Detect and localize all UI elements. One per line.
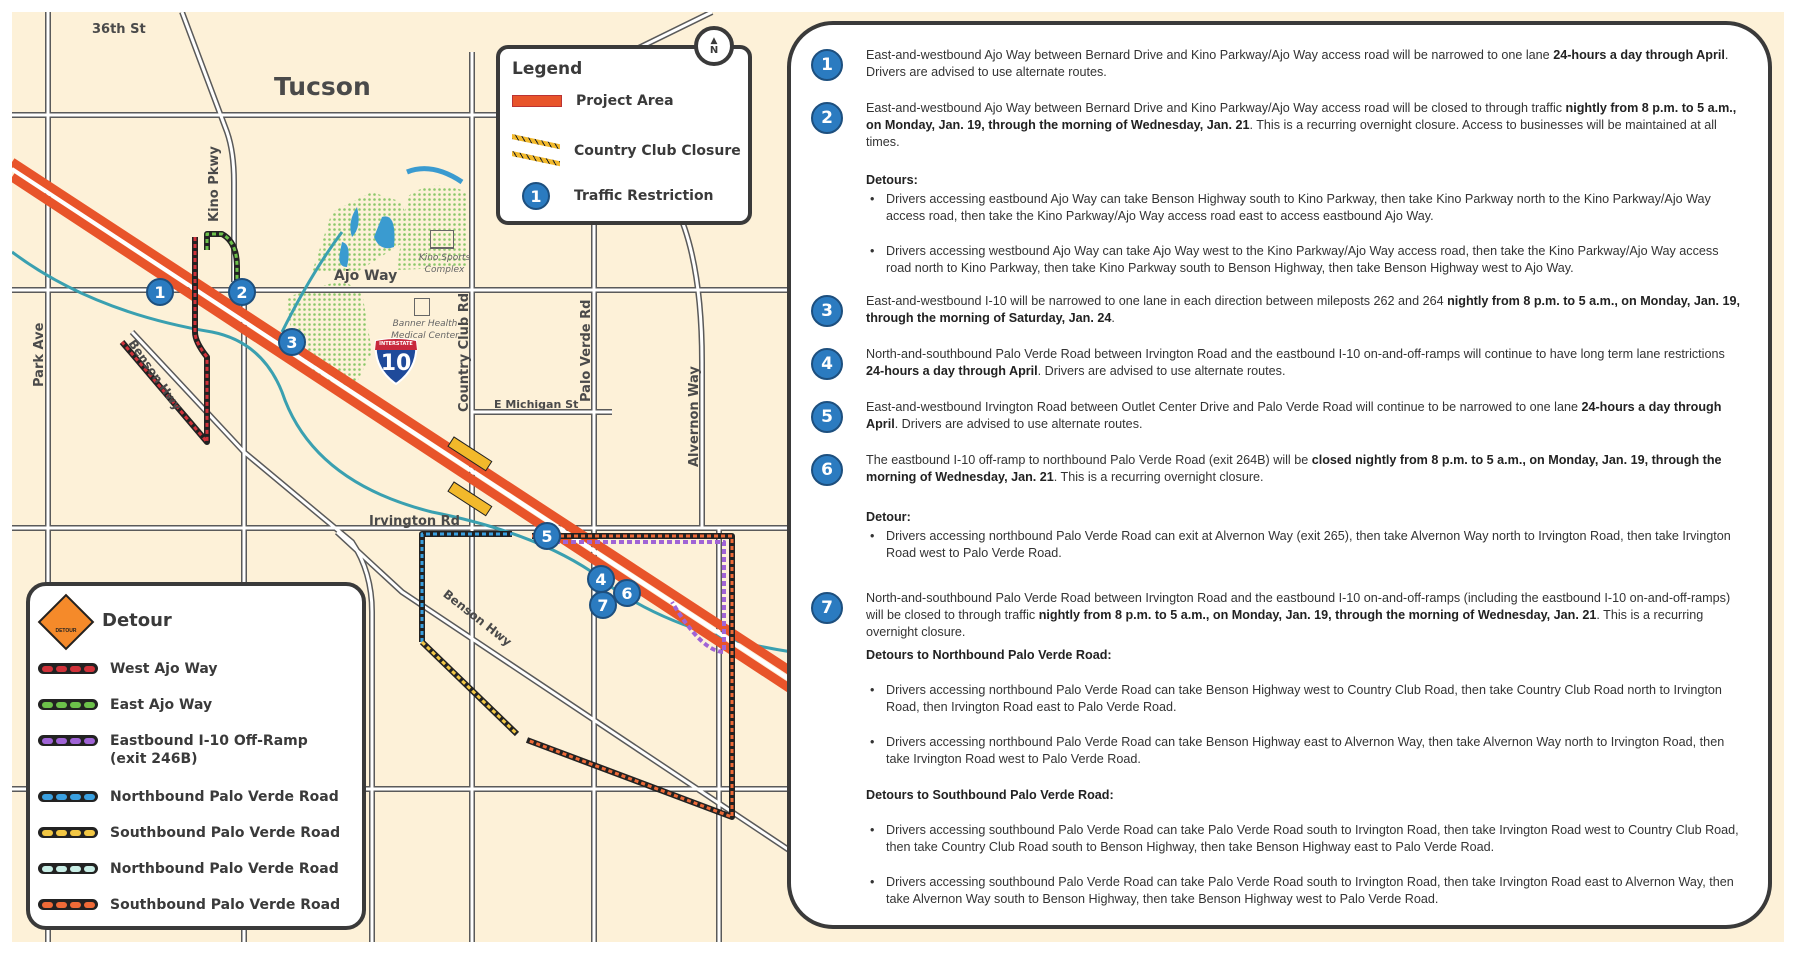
detour-line-swatch	[38, 735, 98, 746]
street-label-palo-verde: Palo Verde Rd	[579, 299, 594, 402]
street-label-benson-1: Benson Hwy	[125, 337, 185, 413]
restriction-marker-2[interactable]: 2	[228, 278, 256, 306]
shield-number: 10	[380, 351, 412, 376]
restriction-text: East-and-westbound Ajo Way between Bernard Drive and Kino Parkway/Ajo Way access road will be closed to through traffic nightly from 8 p.m. to 5 a.m., on Monday, Jan. 19, through the morning of Wednesday, Jan. 21. This is a recurring overnight closure. Access to businesses will be maintained at all times.	[866, 101, 1737, 149]
detour-legend-item	[38, 660, 218, 678]
restriction-text: East-and-westbound Ajo Way between Bernard Drive and Kino Parkway/Ajo Way access road will be narrowed to one lane 24-hours a day through April. Drivers are advised to use alternate routes.	[866, 48, 1729, 79]
hospital-icon	[414, 298, 430, 316]
restriction-text: East-and-westbound Irvington Road between Outlet Center Drive and Palo Verde Road will continue to be narrowed to one lane 24-hours a day through April. Drivers are advised to use alternate routes.	[866, 400, 1722, 431]
detour-bullet: • Drivers accessing southbound Palo Verde Road can take Palo Verde Road south to Irvington Road, then take Irvington Road east to Alvernon Way, then take Alvernon Way south to Benson Highway, then take Benson Highway west to Palo Verde Road.	[866, 874, 1746, 908]
restriction-emphasis: nightly from 8 p.m. to 5 a.m., on Monday, Jan. 19, through the morning of Wednesday, Jan. 21	[866, 101, 1737, 132]
restriction-item-4	[811, 346, 1746, 380]
detour-sign-text: DETOUR	[55, 628, 77, 634]
restriction-marker-5[interactable]: 5	[533, 522, 561, 550]
detour-legend-label: East Ajo Way	[110, 697, 213, 713]
street-label-ajo: Ajo Way	[334, 268, 398, 284]
detour-line-swatch	[38, 791, 98, 802]
street-label-kino: Kino Pkwy	[207, 146, 222, 222]
street-label-benson-2: Benson Hwy	[440, 587, 515, 650]
detour-legend-item	[38, 824, 340, 842]
street-label-36th: 36th St	[92, 22, 146, 37]
shield-top-text: INTERSTATE	[379, 341, 413, 347]
restriction-marker-7[interactable]: 7	[589, 591, 617, 619]
city-label: Tucson	[274, 72, 371, 101]
detour-legend-label: Eastbound I-10 Off-Ramp (exit 246B)	[110, 733, 308, 767]
detour-line-swatch	[38, 699, 98, 710]
restriction-marker-1[interactable]: 1	[146, 278, 174, 306]
restriction-emphasis: nightly from 8 p.m. to 5 a.m., on Monday, Jan. 19, through the morning of Saturday, Jan. 24	[866, 294, 1741, 325]
restriction-emphasis: 24-hours a day through April	[866, 400, 1722, 431]
legend-item-project-area	[512, 93, 674, 109]
detour-legend-item	[38, 896, 340, 914]
hatch-icon	[512, 134, 560, 168]
detour-line-swatch	[38, 899, 98, 910]
restriction-item-7	[811, 590, 1746, 641]
detour-sign-icon	[38, 594, 95, 651]
street-label-michigan: E Michigan St	[494, 398, 579, 411]
restriction-item-3	[811, 293, 1746, 327]
street-label-alvernon: Alvernon Way	[687, 366, 702, 467]
detour-bullet: • Drivers accessing northbound Palo Verde Road can take Benson Highway west to Country Club Road, then take Country Club Road north to Irvington Road, then Irvington Road east to Palo Verde Road.	[866, 682, 1746, 716]
restriction-number-badge: 4	[811, 348, 843, 380]
detour-heading: Detours to Northbound Palo Verde Road:	[866, 648, 1112, 662]
restriction-item-5	[811, 399, 1746, 433]
restriction-text: North-and-southbound Palo Verde Road between Irvington Road and the eastbound I-10 on-and-off-ramps will continue to have long term lane restrictions 24-hours a day through April. Drivers are advised to use alternate routes.	[866, 347, 1725, 378]
detour-section	[866, 787, 1746, 908]
legend-item-traffic-restriction	[512, 182, 714, 210]
restriction-emphasis: 24-hours a day through April	[1553, 48, 1725, 62]
restriction-item-6	[811, 452, 1746, 486]
restriction-number-badge: 3	[811, 295, 843, 327]
compass-label: N	[709, 45, 719, 56]
restrictions-panel	[787, 21, 1772, 929]
detour-legend-label: Southbound Palo Verde Road	[110, 897, 341, 913]
detour-section	[866, 509, 1746, 562]
street-label-irvington: Irvington Rd	[369, 514, 460, 529]
detour-heading: Detour:	[866, 510, 911, 524]
park-kino-west	[312, 192, 412, 272]
restriction-number-badge: 7	[811, 592, 843, 624]
detour-legend-item	[38, 860, 339, 878]
legend-label: Project Area	[576, 93, 674, 109]
detour-legend-item	[38, 732, 320, 768]
detour-bullet: • Drivers accessing westbound Ajo Way can take Ajo Way west to the Kino Parkway/Ajo Way access road, then take the Kino Parkway/Ajo Way access road north to Kino Parkway, then take Kino Parkway south to Benson Highway, then take Benson Highway west to Ajo Way.	[866, 243, 1746, 277]
map-legend	[496, 45, 752, 225]
street-label-park: Park Ave	[32, 322, 47, 387]
restriction-text: East-and-westbound I-10 will be narrowed to one lane in each direction between mileposts 262 and 264 nightly from 8 p.m. to 5 a.m., on Monday, Jan. 19, through the morning of Saturday, Jan. 24.	[866, 294, 1741, 325]
restriction-text: North-and-southbound Palo Verde Road between Irvington Road and the eastbound I-10 on-and-off-ramps (including the eastbound I-10 on-and-off-ramps) will be closed to through traffic nightly from 8 p.m. to 5 a.m., on Monday, Jan. 19, through the morning of Wednesday, Jan. 21. This is a recurring overnight closure.	[866, 591, 1731, 639]
restriction-number-badge: 2	[811, 102, 843, 134]
detour-line-swatch	[38, 663, 98, 674]
detour-legend-label: West Ajo Way	[110, 661, 218, 677]
project-area-swatch	[512, 95, 562, 107]
restriction-number-badge: 6	[811, 454, 843, 486]
restriction-text: The eastbound I-10 off-ramp to northbound Palo Verde Road (exit 264B) will be closed nightly from 8 p.m. to 5 a.m., on Monday, Jan. 19, through the morning of Wednesday, Jan. 21. This is a recurring overnight closure.	[866, 453, 1722, 484]
restriction-marker-6[interactable]: 6	[613, 579, 641, 607]
detour-legend-item	[38, 696, 212, 714]
legend-title: Legend	[512, 59, 583, 79]
detour-legend-item	[38, 788, 339, 806]
restriction-number-badge: 1	[811, 49, 843, 81]
detour-legend	[26, 582, 366, 930]
landmark-banner: Banner Health Medical Center	[391, 319, 459, 341]
detour-bullet: • Drivers accessing southbound Palo Verde Road can take Palo Verde Road south to Irvington Road, then take Irvington Road west to Country Club Road, then take Country Club Road south to Benson Highway, then take Benson Highway east to Palo Verde Road.	[866, 822, 1746, 856]
detour-legend-label: Northbound Palo Verde Road	[110, 861, 339, 877]
street-label-country-club: Country Club Rd	[457, 292, 472, 412]
detour-legend-title: Detour	[102, 610, 172, 631]
restriction-emphasis: closed nightly from 8 p.m. to 5 a.m., on Monday, Jan. 19, through the morning of Wednesday, Jan. 21	[866, 453, 1722, 484]
detour-bullet: • Drivers accessing northbound Palo Verde Road can take Benson Highway east to Alvernon Way, then take Alvernon Way north to Irvington Road, then take Irvington Road west to Palo Verde Road.	[866, 734, 1746, 768]
restriction-marker-3[interactable]: 3	[278, 328, 306, 356]
detour-section	[866, 647, 1746, 768]
restriction-marker-icon: 1	[522, 182, 550, 210]
restriction-emphasis: nightly from 8 p.m. to 5 a.m., on Monday, Jan. 19, through the morning of Wednesday, Jan. 21	[1038, 608, 1597, 622]
legend-label: Traffic Restriction	[574, 188, 714, 204]
detour-heading: Detours to Southbound Palo Verde Road:	[866, 788, 1114, 802]
detour-line-swatch	[38, 827, 98, 838]
restriction-item-2	[811, 100, 1746, 151]
north-arrow-icon: ▲ N	[694, 26, 734, 66]
stadium-icon	[430, 230, 454, 249]
detour-heading: Detours:	[866, 173, 918, 187]
interstate-10-shield	[373, 338, 419, 386]
detour-legend-label: Northbound Palo Verde Road	[110, 789, 339, 805]
detour-bullet: • Drivers accessing northbound Palo Verde Road can exit at Alvernon Way (exit 265), then take Alvernon Way north to Irvington Road, then take Irvington Road west to Palo Verde Road.	[866, 528, 1746, 562]
restriction-emphasis: 24-hours a day through April	[866, 364, 1038, 378]
restriction-marker-4[interactable]: 4	[587, 565, 615, 593]
detour-bullet: • Drivers accessing eastbound Ajo Way can take Benson Highway south to Kino Parkway, then take Kino Parkway north to the Kino Parkway/Ajo Way access road, then take the Kino Parkway/Ajo Way access road east to access eastbound Ajo Way.	[866, 191, 1746, 225]
legend-item-country-club-closure	[512, 134, 741, 168]
restriction-number-badge: 5	[811, 401, 843, 433]
landmark-kino-sports: Kino Sports Complex	[418, 253, 471, 275]
detour-section	[866, 172, 1746, 277]
legend-label: Country Club Closure	[574, 143, 741, 159]
detour-legend-label: Southbound Palo Verde Road	[110, 825, 341, 841]
restriction-item-1	[811, 47, 1746, 81]
detour-line-swatch	[38, 863, 98, 874]
